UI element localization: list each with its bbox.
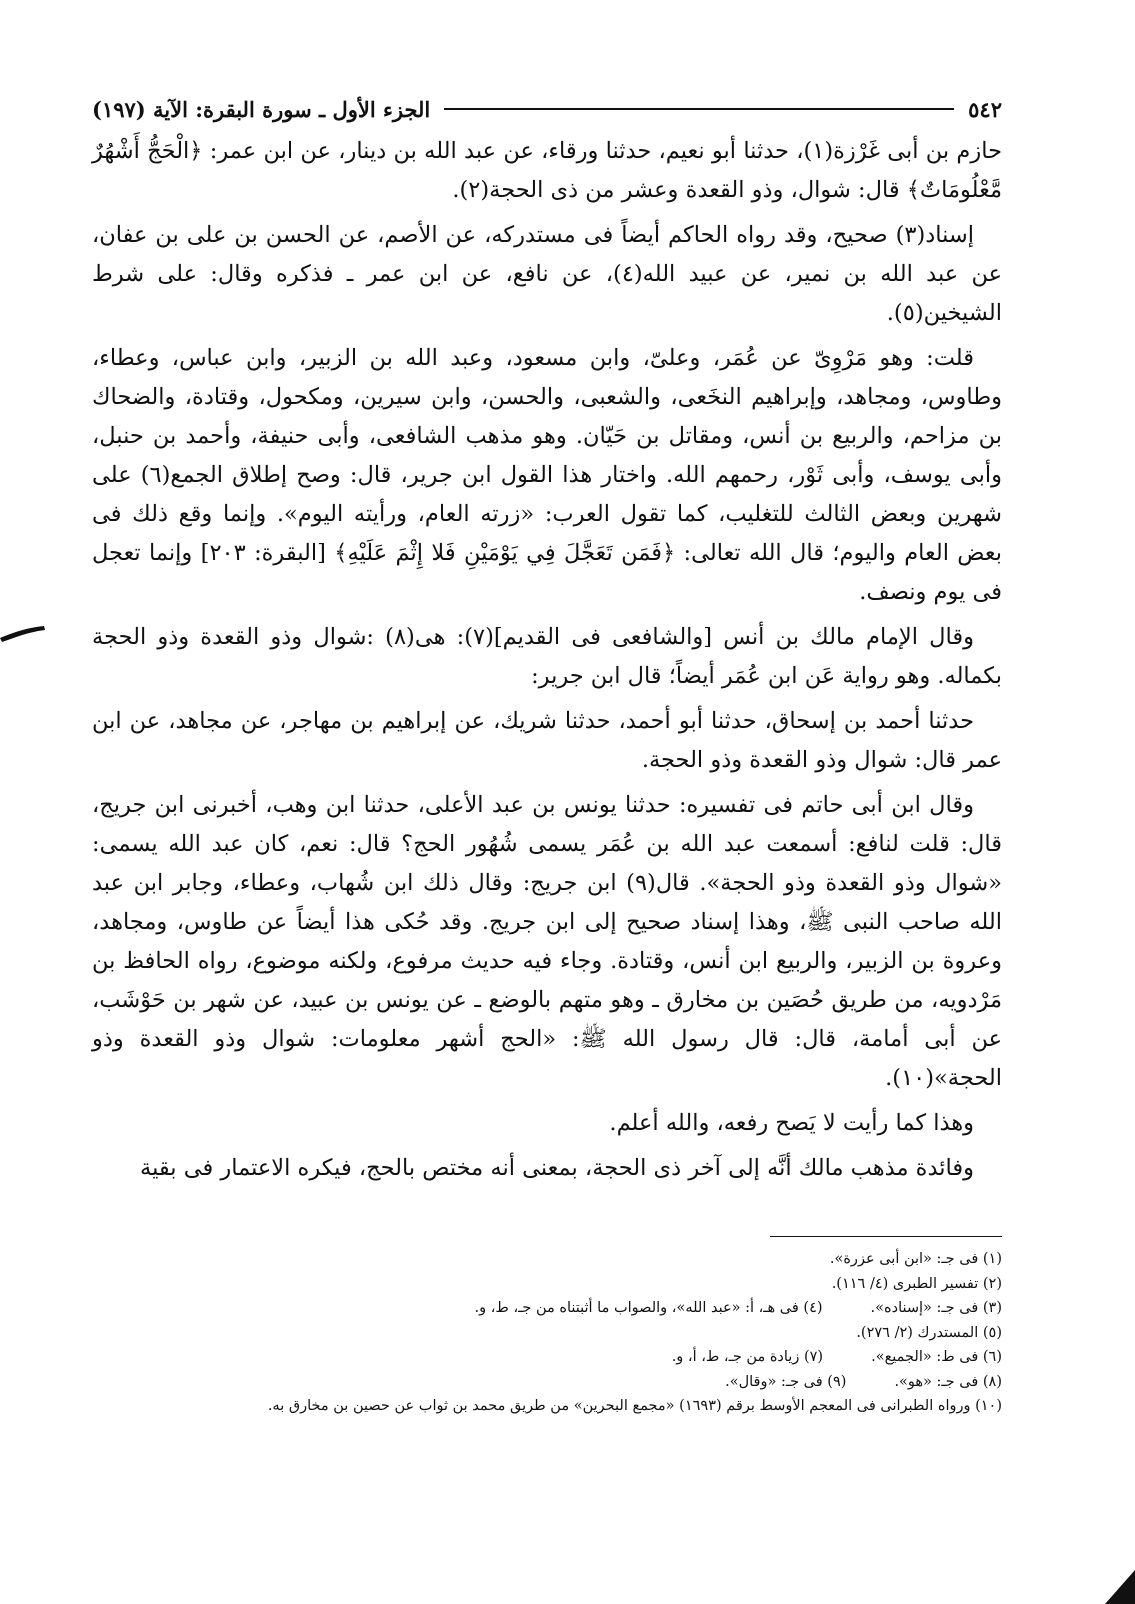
page-number: ٥٤٢ — [968, 96, 1002, 122]
paragraph: حازم بن أبى غَرْزة(١)، حدثنا أبو نعيم، حدثنا ورقاء، عن عبد الله بن دينار، عن ابن عمر: ﴿الْحَجُّ أَشْهُرٌ مَّعْلُومَاتٌ﴾ قال: شوال، وذو القعدة وعشر من ذى الحجة(٢). — [92, 138, 1002, 203]
footnote-row — [92, 1296, 1002, 1321]
footnote: (٢) تفسير الطبرى (٤/ ١١٦). — [831, 1275, 1002, 1292]
footnotes — [92, 1247, 1002, 1419]
paragraph: وفائدة مذهب مالك أنَّه إلى آخر ذى الحجة، بمعنى أنه مختص بالحج، فيكره الاعتمار فى بقية — [140, 1155, 974, 1181]
footnote: (٦) فى ط: «الجميع». — [871, 1349, 1002, 1365]
footnote: (٨) فى جـ: «هو». — [894, 1373, 1002, 1390]
paragraph: وقال الإمام مالك بن أنس [والشافعى فى القديم](٧): هى(٨) :شوال وذو القعدة وذو الحجة بكماله. وهو رواية عَن ابن عُمَر أيضاً؛ قال ابن جرير: — [92, 624, 1002, 689]
footnote: (١٠) ورواه الطبرانى فى المعجم الأوسط برقم (١٦٩٣) «مجمع البحرين» من طريق محمد بن ثواب عن حصين بن مخارق به. — [267, 1398, 1002, 1414]
footnote: (٣) فى جـ: «إسناده». — [870, 1300, 1002, 1316]
page-corner-mark — [1105, 1570, 1135, 1604]
paragraph: وهذا كما رأيت لا يَصح رفعه، والله أعلم. — [609, 1110, 974, 1136]
footnote: (٤) فى هـ، أ: «عبد الله»، والصواب ما أثبتناه من جـ، ط، و. — [474, 1300, 823, 1316]
paragraph: إسناد(٣) صحيح، وقد رواه الحاكم أيضاً فى مستدركه، عن الأصم، عن الحسن بن على بن عفان، عن عبد الله بن نمير، عن عبيد الله(٤)، عن نافع، عن ابن عمر ـ فذكره وقال: على شرط الشيخين(٥). — [92, 222, 1003, 326]
footnote: (١) فى جـ: «ابن أبى عزرة». — [829, 1251, 1002, 1267]
running-header — [92, 86, 1002, 132]
header-rule — [444, 108, 954, 110]
scan-ink-mark — [0, 624, 46, 642]
footnote: (٧) زيادة من جـ، ط، أ، و. — [671, 1349, 824, 1365]
header-title: الجزء الأول ـ سورة البقرة: الآية (١٩٧) — [92, 96, 431, 122]
footnote-separator — [770, 1236, 1002, 1237]
paragraph: حدثنا أحمد بن إسحاق، حدثنا أبو أحمد، حدثنا شريك، عن إبراهيم بن مهاجر، عن مجاهد، عن ابن عمر قال: شوال وذو القعدة وذو الحجة. — [92, 708, 1002, 773]
paragraph: قلت: وهو مَرْوِىّ عن عُمَر، وعلىّ، وابن مسعود، وعبد الله بن الزبير، وابن عباس، وعطاء، وطاوس، ومجاهد، وإبراهيم النخَعى، والشعبى، والحسن، وابن سيرين، ومكحول، وقتادة، والضحاك بن مزاحم، والربيع بن أنس، ومقاتل بن حَيّان. وهو مذهب الشافعى، وأبى حنيفة، وأحمد بن حنبل، وأبى يوسف، وأبى ثَوْر، رحمهم الله. واختار هذا القول ابن جرير، قال: وصح إطلاق الجمع(٦) على شهرين وبعض الثالث للتغليب، كما تقول العرب: «زرته العام، ورأيته اليوم». وإنما وقع ذلك فى بعض العام واليوم؛ قال الله تعالى: ﴿فَمَن تَعَجَّلَ فِي يَوْمَيْنِ فَلا إِثْمَ عَلَيْهِ﴾ [البقرة: ٢٠٣] وإنما تعجل فى يوم ونصف. — [92, 345, 1003, 605]
main-text — [92, 132, 1002, 1188]
document-page — [92, 86, 1002, 1419]
footnote: (٥) المستدرك (٢/ ٢٧٦). — [856, 1324, 1002, 1341]
footnote-row — [92, 1345, 1002, 1370]
footnote: (٩) فى جـ: «وقال». — [725, 1373, 847, 1390]
paragraph: وقال ابن أبى حاتم فى تفسيره: حدثنا يونس بن عبد الأعلى، حدثنا ابن وهب، أخبرنى ابن جريج، قال: قلت لنافع: أسمعت عبد الله بن عُمَر يسمى شُهُور الحج؟ قال: نعم، كان عبد الله يسمى: «شوال وذو القعدة وذو الحجة». قال(٩) ابن جريج: وقال ذلك ابن شُهاب، وعطاء، وجابر ابن عبد الله صاحب النبى ﷺ، وهذا إسناد صحيح إلى ابن جريج. وقد حُكى هذا أيضاً عن طاوس، ومجاهد، وعروة بن الزبير، والربيع ابن أنس، وقتادة. وجاء فيه حديث مرفوع، ولكنه موضوع، رواه الحافظ بن مَرْدويه، من طريق حُصَين بن مخارق ـ وهو متهم بالوضع ـ عن يونس بن عبيد، عن شهر بن حَوْشَب، عن أبى أمامة، قال: قال رسول الله ﷺ: «الحج أشهر معلومات: شوال وذو القعدة وذو الحجة»(١٠). — [92, 792, 1002, 1091]
footnote-row — [92, 1370, 1002, 1395]
